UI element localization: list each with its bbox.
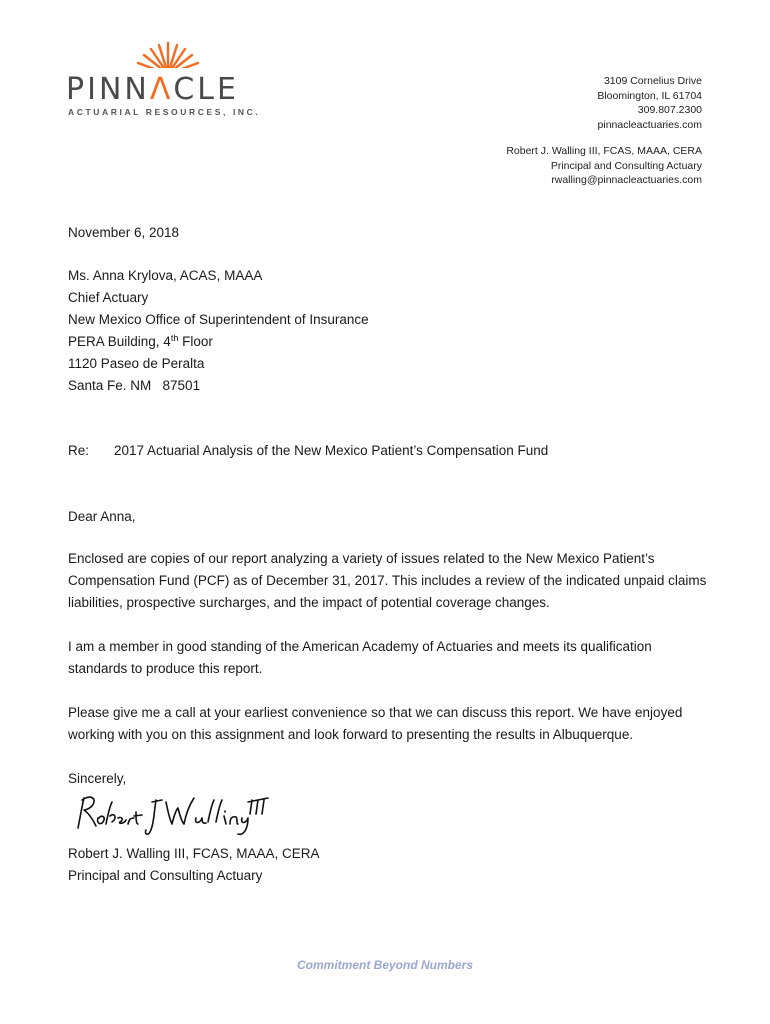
- footer-tagline: Commitment Beyond Numbers: [296, 958, 474, 972]
- logo-word-accent: Λ: [149, 72, 174, 107]
- company-logo: [66, 40, 266, 120]
- recipient-title: Chief Actuary: [68, 290, 149, 305]
- recipient-name: Ms. Anna Krylova, ACAS, MAAA: [68, 268, 263, 283]
- recipient-building-prefix: PERA Building, 4: [68, 334, 171, 349]
- recipient-building-sup: th: [170, 333, 179, 343]
- sender-title: Principal and Consulting Actuary: [550, 159, 702, 172]
- greeting: Dear Anna,: [68, 509, 136, 524]
- sender-email[interactable]: rwalling@pinnacleactuaries.com: [551, 174, 702, 186]
- contact-website[interactable]: pinnacleactuaries.com: [597, 118, 702, 131]
- letter-date: November 6, 2018: [68, 225, 180, 240]
- logo-word-part2: CLE: [173, 72, 239, 107]
- recipient-street: 1120 Paseo de Peralta: [68, 356, 205, 371]
- signoff-block: [68, 843, 320, 887]
- subject-line: [68, 440, 548, 462]
- closing: Sincerely,: [68, 771, 127, 786]
- logo-word-part1: PINN: [66, 72, 150, 107]
- contact-street: 3109 Cornelius Drive: [603, 75, 702, 87]
- handwritten-signature: [72, 788, 272, 838]
- sunburst-icon: [128, 40, 208, 76]
- contact-phone: 309.807.2300: [637, 104, 702, 116]
- recipient-address: [68, 265, 369, 397]
- logo-wordmark: [66, 72, 239, 107]
- body-paragraph-2: I am a member in good standing of the American Academy of Actuaries and meets its qualification standards to produce this report.: [68, 639, 652, 676]
- subject-text: 2017 Actuarial Analysis of the New Mexico Patient’s Compensation Fund: [114, 443, 549, 458]
- subject-label: Re:: [68, 443, 90, 458]
- body-paragraph-1: Enclosed are copies of our report analyzing a variety of issues related to the New Mexico Patient’s Compensation Fund (PCF) as of December 31, 2017. This includes a review of the indicated unpaid claims liabilities, prospective surcharges, and the impact of potential coverage changes.: [68, 551, 707, 610]
- recipient-building-suffix: Floor: [178, 334, 213, 349]
- signoff-title: Principal and Consulting Actuary: [68, 868, 263, 883]
- recipient-org: New Mexico Office of Superintendent of Insurance: [68, 312, 369, 327]
- contact-city: Bloomington, IL 61704: [597, 89, 702, 102]
- recipient-building: [68, 331, 369, 353]
- sender-block: [506, 144, 702, 188]
- body-paragraph-3: Please give me a call at your earliest convenience so that we can discuss this report. We have enjoyed working with you on this assignment and look forward to presenting the results in Albuquerque.: [68, 705, 683, 742]
- sender-name: Robert J. Walling III, FCAS, MAAA, CERA: [506, 145, 702, 157]
- recipient-city: Santa Fe. NM 87501: [68, 378, 201, 393]
- logo-subtitle: ACTUARIAL RESOURCES, INC.: [68, 107, 261, 117]
- company-contact-block: [597, 74, 702, 132]
- signoff-name: Robert J. Walling III, FCAS, MAAA, CERA: [68, 846, 320, 861]
